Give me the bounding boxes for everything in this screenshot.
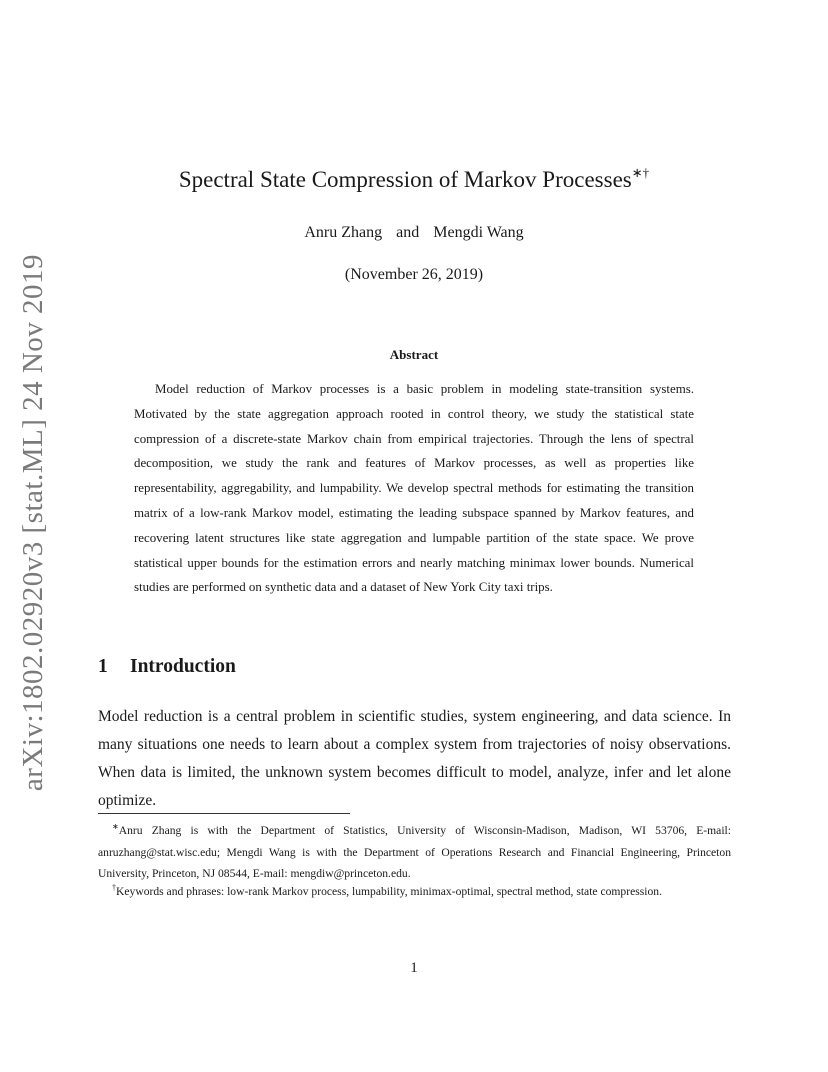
- author-second: Mengdi Wang: [433, 224, 524, 241]
- footnote-author-affiliations: [98, 816, 731, 885]
- abstract-body: Model reduction of Markov processes is a basic problem in modeling state-transition systems. Motivated by the state aggregation approach rooted in control theory, we study the statistical state compression of a discrete-state Markov chain from empirical trajectories. Through the lens of spectral decomposition, we study the rank and features of Markov processes, as well as properties like representability, aggregability, and lumpability. We develop spectral methods for estimating the transition matrix of a low-rank Markov model, estimating the leading subspace spanned by Markov features, and recovering latent structures like state aggregation and lumpable partition of the state space. We prove statistical upper bounds for the estimation errors and nearly matching minimax lower bounds. Numerical studies are performed on synthetic data and a dataset of New York City taxi trips.: [134, 382, 694, 595]
- footnote-mark: ∗: [112, 822, 119, 831]
- title-footnote-marks: ∗†: [631, 165, 650, 180]
- section-heading: [98, 656, 236, 678]
- author-conjunction: and: [396, 224, 420, 241]
- page-number: 1: [410, 960, 418, 976]
- author-line: [0, 224, 828, 242]
- footnote-mark: †: [112, 883, 116, 892]
- section-number: 1: [98, 656, 108, 677]
- footnote-text: Anru Zhang is with the Department of Statistics, University of Wisconsin-Madison, Madison, WI 53706, E-mail: anruzhang@stat.wisc.edu; Mengdi Wang is with the Department of Operations Research and Financial Engineering, Princeton University, Princeton, NJ 08544, E-mail: mengdiw@princeton.edu.: [98, 824, 731, 880]
- abstract-heading: Abstract: [389, 347, 439, 362]
- author-first: Anru Zhang: [304, 224, 383, 241]
- arxiv-identifier-text: arXiv:1802.02920v3 [stat.ML] 24 Nov 2019: [17, 253, 50, 791]
- footnote-keywords: [98, 877, 731, 903]
- footnote-text: Keywords and phrases: low-rank Markov process, lumpability, minimax-optimal, spectral method, state compression.: [116, 885, 662, 898]
- paper-title-text: Spectral State Compression of Markov Processes: [178, 167, 632, 192]
- footnote-divider: [98, 813, 350, 814]
- paper-date: (November 26, 2019): [344, 266, 484, 283]
- section-title: Introduction: [130, 656, 236, 677]
- paper-title: [0, 165, 828, 193]
- intro-paragraph: Model reduction is a central problem in scientific studies, system engineering, and data science. In many situations one needs to learn about a complex system from trajectories of noisy observations. When data is limited, the unknown system becomes difficult to model, analyze, infer and let alone optimize.: [98, 708, 731, 809]
